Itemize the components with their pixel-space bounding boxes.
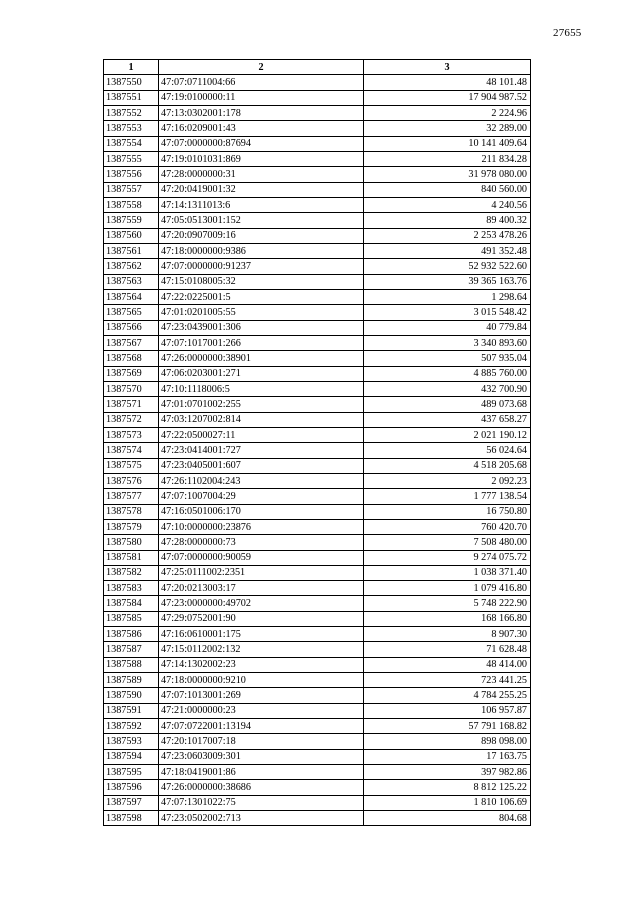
value-cell: 1 038 371.40	[364, 565, 531, 580]
value-cell: 57 791 168.82	[364, 719, 531, 734]
value-cell: 491 352.48	[364, 243, 531, 258]
row-number-cell: 1387588	[104, 657, 159, 672]
table-row	[104, 473, 531, 488]
cadastral-number-cell: 47:19:0100000:11	[159, 90, 364, 105]
row-number-cell: 1387550	[104, 75, 159, 90]
value-cell: 48 414.00	[364, 657, 531, 672]
cadastral-number-cell: 47:07:0000000:91237	[159, 259, 364, 274]
data-table	[103, 59, 531, 826]
table-row	[104, 627, 531, 642]
row-number-cell: 1387592	[104, 719, 159, 734]
row-number-cell: 1387559	[104, 213, 159, 228]
row-number-cell: 1387558	[104, 197, 159, 212]
table-row	[104, 182, 531, 197]
table-row	[104, 366, 531, 381]
cadastral-number-cell: 47:07:0000000:90059	[159, 550, 364, 565]
table-row	[104, 611, 531, 626]
value-cell: 898 098.00	[364, 734, 531, 749]
table-row	[104, 719, 531, 734]
cadastral-number-cell: 47:18:0419001:86	[159, 765, 364, 780]
cadastral-number-cell: 47:20:0419001:32	[159, 182, 364, 197]
cadastral-number-cell: 47:15:0112002:132	[159, 642, 364, 657]
cadastral-number-cell: 47:28:0000000:31	[159, 167, 364, 182]
cadastral-number-cell: 47:14:1302002:23	[159, 657, 364, 672]
value-cell: 2 021 190.12	[364, 427, 531, 442]
row-number-cell: 1387593	[104, 734, 159, 749]
cadastral-number-cell: 47:07:0722001:13194	[159, 719, 364, 734]
cadastral-number-cell: 47:10:0000000:23876	[159, 519, 364, 534]
table-row	[104, 335, 531, 350]
table-header-row	[104, 60, 531, 75]
table-row	[104, 581, 531, 596]
value-cell: 3 340 893.60	[364, 335, 531, 350]
row-number-cell: 1387589	[104, 673, 159, 688]
table-row	[104, 320, 531, 335]
table-row	[104, 381, 531, 396]
cadastral-number-cell: 47:25:0111002:2351	[159, 565, 364, 580]
cadastral-number-cell: 47:26:1102004:243	[159, 473, 364, 488]
value-cell: 1 298.64	[364, 289, 531, 304]
row-number-cell: 1387562	[104, 259, 159, 274]
row-number-cell: 1387569	[104, 366, 159, 381]
row-number-cell: 1387587	[104, 642, 159, 657]
value-cell: 437 658.27	[364, 412, 531, 427]
cadastral-number-cell: 47:23:0000000:49702	[159, 596, 364, 611]
row-number-cell: 1387591	[104, 703, 159, 718]
row-number-cell: 1387575	[104, 458, 159, 473]
value-cell: 804.68	[364, 811, 531, 826]
cadastral-number-cell: 47:16:0209001:43	[159, 121, 364, 136]
value-cell: 106 957.87	[364, 703, 531, 718]
value-cell: 17 904 987.52	[364, 90, 531, 105]
value-cell: 56 024.64	[364, 443, 531, 458]
table-row	[104, 289, 531, 304]
value-cell: 39 365 163.76	[364, 274, 531, 289]
cadastral-number-cell: 47:07:0711004:66	[159, 75, 364, 90]
cadastral-number-cell: 47:18:0000000:9210	[159, 673, 364, 688]
table-row	[104, 657, 531, 672]
cadastral-number-cell: 47:20:0213003:17	[159, 581, 364, 596]
value-cell: 52 932 522.60	[364, 259, 531, 274]
table-row	[104, 151, 531, 166]
value-cell: 8 907.30	[364, 627, 531, 642]
table-row	[104, 351, 531, 366]
table-row	[104, 673, 531, 688]
value-cell: 16 750.80	[364, 504, 531, 519]
table-row	[104, 305, 531, 320]
row-number-cell: 1387595	[104, 765, 159, 780]
cadastral-number-cell: 47:10:1118006:5	[159, 381, 364, 396]
row-number-cell: 1387555	[104, 151, 159, 166]
cadastral-number-cell: 47:15:0108005:32	[159, 274, 364, 289]
table-row	[104, 213, 531, 228]
row-number-cell: 1387566	[104, 320, 159, 335]
cadastral-number-cell: 47:07:1013001:269	[159, 688, 364, 703]
value-cell: 3 015 548.42	[364, 305, 531, 320]
value-cell: 4 885 760.00	[364, 366, 531, 381]
value-cell: 1 810 106.69	[364, 795, 531, 810]
row-number-cell: 1387585	[104, 611, 159, 626]
table-row	[104, 443, 531, 458]
cadastral-number-cell: 47:01:0201005:55	[159, 305, 364, 320]
row-number-cell: 1387552	[104, 105, 159, 120]
value-cell: 4 518 205.68	[364, 458, 531, 473]
cadastral-number-cell: 47:21:0000000:23	[159, 703, 364, 718]
cadastral-number-cell: 47:26:0000000:38686	[159, 780, 364, 795]
row-number-cell: 1387590	[104, 688, 159, 703]
value-cell: 32 289.00	[364, 121, 531, 136]
table-row	[104, 811, 531, 826]
table-row	[104, 458, 531, 473]
value-cell: 8 812 125.22	[364, 780, 531, 795]
table-row	[104, 765, 531, 780]
value-cell: 2 224.96	[364, 105, 531, 120]
cadastral-number-cell: 47:16:0610001:175	[159, 627, 364, 642]
value-cell: 89 400.32	[364, 213, 531, 228]
row-number-cell: 1387578	[104, 504, 159, 519]
column-header-2: 2	[159, 60, 364, 75]
value-cell: 840 560.00	[364, 182, 531, 197]
table-row	[104, 105, 531, 120]
row-number-cell: 1387568	[104, 351, 159, 366]
row-number-cell: 1387596	[104, 780, 159, 795]
row-number-cell: 1387579	[104, 519, 159, 534]
page-number: 27655	[553, 27, 582, 39]
value-cell: 2 092.23	[364, 473, 531, 488]
value-cell: 71 628.48	[364, 642, 531, 657]
table-row	[104, 535, 531, 550]
row-number-cell: 1387580	[104, 535, 159, 550]
cadastral-number-cell: 47:06:0203001:271	[159, 366, 364, 381]
value-cell: 211 834.28	[364, 151, 531, 166]
value-cell: 723 441.25	[364, 673, 531, 688]
cadastral-number-cell: 47:07:0000000:87694	[159, 136, 364, 151]
table-row	[104, 565, 531, 580]
value-cell: 9 274 075.72	[364, 550, 531, 565]
cadastral-number-cell: 47:07:1017001:266	[159, 335, 364, 350]
table-row	[104, 795, 531, 810]
table-row	[104, 688, 531, 703]
value-cell: 40 779.84	[364, 320, 531, 335]
value-cell: 489 073.68	[364, 397, 531, 412]
value-cell: 1 079 416.80	[364, 581, 531, 596]
table-row	[104, 780, 531, 795]
value-cell: 5 748 222.90	[364, 596, 531, 611]
table-row	[104, 397, 531, 412]
row-number-cell: 1387563	[104, 274, 159, 289]
table-row	[104, 596, 531, 611]
table-row	[104, 550, 531, 565]
table-row	[104, 228, 531, 243]
table-row	[104, 75, 531, 90]
cadastral-number-cell: 47:07:1007004:29	[159, 489, 364, 504]
table-row	[104, 489, 531, 504]
table-row	[104, 136, 531, 151]
cadastral-number-cell: 47:19:0101031:869	[159, 151, 364, 166]
value-cell: 168 166.80	[364, 611, 531, 626]
row-number-cell: 1387556	[104, 167, 159, 182]
cadastral-number-cell: 47:03:1207002:814	[159, 412, 364, 427]
value-cell: 397 982.86	[364, 765, 531, 780]
table-row	[104, 749, 531, 764]
value-cell: 507 935.04	[364, 351, 531, 366]
value-cell: 17 163.75	[364, 749, 531, 764]
cadastral-number-cell: 47:23:0439001:306	[159, 320, 364, 335]
value-cell: 760 420.70	[364, 519, 531, 534]
cadastral-number-cell: 47:20:1017007:18	[159, 734, 364, 749]
cadastral-number-cell: 47:26:0000000:38901	[159, 351, 364, 366]
row-number-cell: 1387598	[104, 811, 159, 826]
table-row	[104, 197, 531, 212]
value-cell: 4 784 255.25	[364, 688, 531, 703]
row-number-cell: 1387565	[104, 305, 159, 320]
row-number-cell: 1387554	[104, 136, 159, 151]
value-cell: 432 700.90	[364, 381, 531, 396]
table-row	[104, 121, 531, 136]
cadastral-number-cell: 47:01:0701002:255	[159, 397, 364, 412]
row-number-cell: 1387571	[104, 397, 159, 412]
table-row	[104, 90, 531, 105]
row-number-cell: 1387557	[104, 182, 159, 197]
cadastral-number-cell: 47:14:1311013:6	[159, 197, 364, 212]
value-cell: 31 978 080.00	[364, 167, 531, 182]
cadastral-number-cell: 47:22:0225001:5	[159, 289, 364, 304]
cadastral-number-cell: 47:23:0405001:607	[159, 458, 364, 473]
value-cell: 4 240.56	[364, 197, 531, 212]
cadastral-number-cell: 47:18:0000000:9386	[159, 243, 364, 258]
table-row	[104, 259, 531, 274]
row-number-cell: 1387583	[104, 581, 159, 596]
table-row	[104, 703, 531, 718]
table-row	[104, 519, 531, 534]
cadastral-number-cell: 47:23:0414001:727	[159, 443, 364, 458]
cadastral-number-cell: 47:28:0000000:73	[159, 535, 364, 550]
table-row	[104, 243, 531, 258]
row-number-cell: 1387570	[104, 381, 159, 396]
table-row	[104, 734, 531, 749]
row-number-cell: 1387586	[104, 627, 159, 642]
row-number-cell: 1387582	[104, 565, 159, 580]
row-number-cell: 1387551	[104, 90, 159, 105]
row-number-cell: 1387564	[104, 289, 159, 304]
row-number-cell: 1387573	[104, 427, 159, 442]
row-number-cell: 1387577	[104, 489, 159, 504]
row-number-cell: 1387567	[104, 335, 159, 350]
cadastral-number-cell: 47:16:0501006:170	[159, 504, 364, 519]
cadastral-number-cell: 47:29:0752001:90	[159, 611, 364, 626]
row-number-cell: 1387594	[104, 749, 159, 764]
cadastral-number-cell: 47:07:1301022:75	[159, 795, 364, 810]
cadastral-number-cell: 47:05:0513001:152	[159, 213, 364, 228]
row-number-cell: 1387576	[104, 473, 159, 488]
cadastral-number-cell: 47:20:0907009:16	[159, 228, 364, 243]
row-number-cell: 1387553	[104, 121, 159, 136]
table-row	[104, 412, 531, 427]
cadastral-number-cell: 47:23:0603009:301	[159, 749, 364, 764]
column-header-1: 1	[104, 60, 159, 75]
value-cell: 10 141 409.64	[364, 136, 531, 151]
cadastral-number-cell: 47:23:0502002:713	[159, 811, 364, 826]
cadastral-number-cell: 47:22:0500027:11	[159, 427, 364, 442]
value-cell: 2 253 478.26	[364, 228, 531, 243]
table-row	[104, 274, 531, 289]
table-row	[104, 504, 531, 519]
row-number-cell: 1387581	[104, 550, 159, 565]
row-number-cell: 1387572	[104, 412, 159, 427]
value-cell: 48 101.48	[364, 75, 531, 90]
table-row	[104, 167, 531, 182]
row-number-cell: 1387574	[104, 443, 159, 458]
row-number-cell: 1387561	[104, 243, 159, 258]
cadastral-number-cell: 47:13:0302001:178	[159, 105, 364, 120]
value-cell: 1 777 138.54	[364, 489, 531, 504]
table-row	[104, 427, 531, 442]
value-cell: 7 508 480.00	[364, 535, 531, 550]
row-number-cell: 1387597	[104, 795, 159, 810]
row-number-cell: 1387560	[104, 228, 159, 243]
column-header-3: 3	[364, 60, 531, 75]
row-number-cell: 1387584	[104, 596, 159, 611]
table-row	[104, 642, 531, 657]
table-body	[104, 75, 531, 826]
